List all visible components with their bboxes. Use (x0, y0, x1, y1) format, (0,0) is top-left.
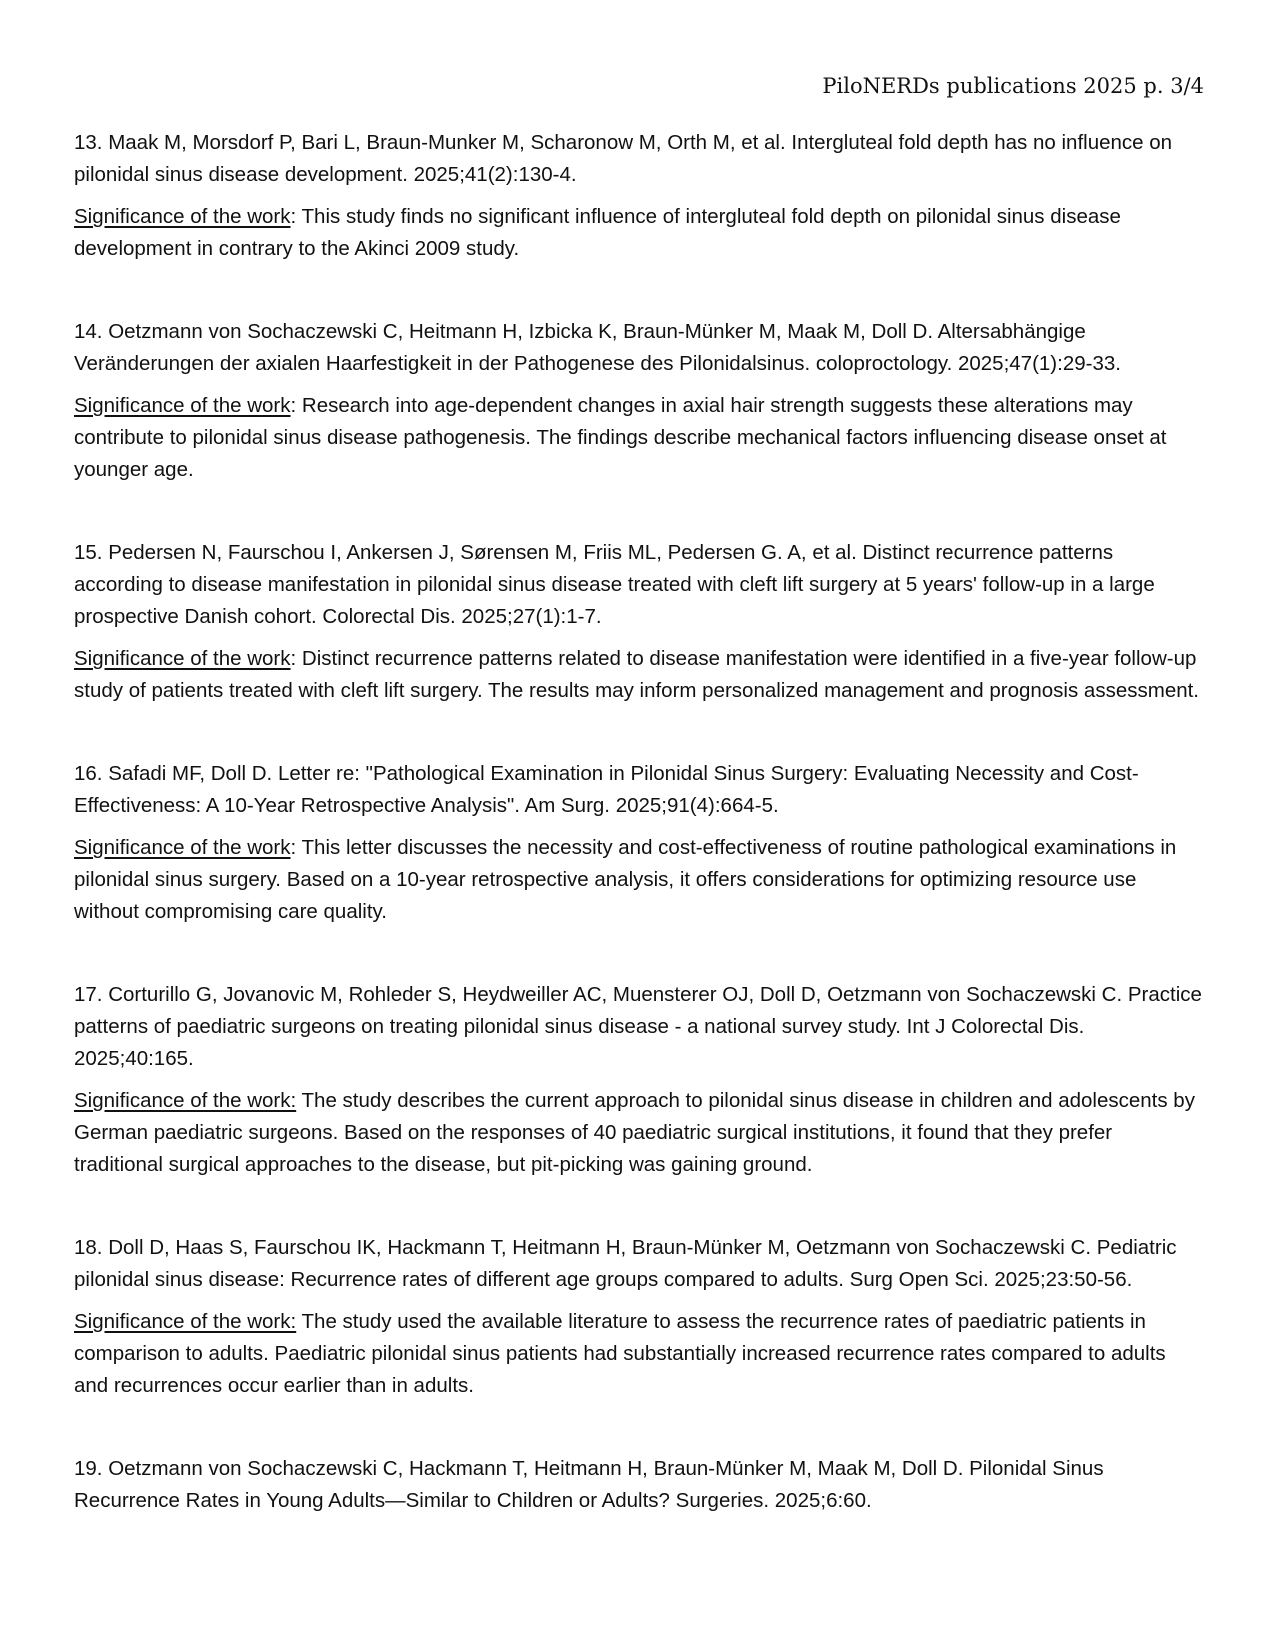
publication-entry-13 (74, 127, 1204, 265)
significance-text: : This study finds no significant influence of intergluteal fold depth on pilonidal sinus disease development in contrary to the Akinci 2009 study. (74, 205, 1121, 260)
significance-label: Significance of the work (74, 836, 291, 859)
citation: 16. Safadi MF, Doll D. Letter re: "Pathological Examination in Pilonidal Sinus Surgery: Evaluating Necessity and Cost-Effectiveness: A 10-Year Retrospective Analysis". Am Surg. 2025;91(4):664-5. (74, 762, 1139, 817)
citation: 19. Oetzmann von Sochaczewski C, Hackmann T, Heitmann H, Braun-Münker M, Maak M, Doll D. Pilonidal Sinus Recurrence Rates in Young Adults—Similar to Children or Adults? Surgeries. 2025;6:60. (74, 1457, 1104, 1512)
citation: 14. Oetzmann von Sochaczewski C, Heitmann H, Izbicka K, Braun-Münker M, Maak M, Doll D. Altersabhängige Veränderungen der axialen Haarfestigkeit in der Pathogenese des Pilonidalsinus. coloproctology. 2025;47(1):29-33. (74, 320, 1121, 375)
significance-paragraph (74, 1306, 1204, 1402)
significance-text: : Research into age-dependent changes in axial hair strength suggests these alterations may contribute to pilonidal sinus disease pathogenesis. The findings describe mechanical factors influencing disease onset at younger age. (74, 394, 1167, 481)
publication-entry-15 (74, 537, 1204, 707)
significance-text: : This letter discusses the necessity and cost-effectiveness of routine pathological examinations in pilonidal sinus surgery. Based on a 10-year retrospective analysis, it offers considerations for optimizing resource use without compromising care quality. (74, 836, 1177, 923)
publication-entry-16 (74, 758, 1204, 928)
significance-label: Significance of the work (74, 205, 291, 228)
publication-entry-14 (74, 316, 1204, 486)
publication-entry-17 (74, 979, 1204, 1181)
significance-text: : Distinct recurrence patterns related to disease manifestation were identified in a five-year follow-up study of patients treated with cleft lift surgery. The results may inform personalized management and prognosis assessment. (74, 647, 1200, 702)
significance-label: Significance of the work: (74, 1089, 297, 1112)
publication-entry-18 (74, 1232, 1204, 1402)
significance-paragraph (74, 643, 1204, 707)
significance-paragraph (74, 832, 1204, 928)
significance-paragraph (74, 1085, 1204, 1181)
significance-label: Significance of the work (74, 394, 291, 417)
significance-paragraph (74, 201, 1204, 265)
significance-text: The study used the available literature to assess the recurrence rates of paediatric patients in comparison to adults. Paediatric pilonidal sinus patients had substantially increased recurrence rates compared to adults and recurrences occur earlier than in adults. (74, 1310, 1166, 1397)
publication-entry-19 (74, 1453, 1204, 1517)
significance-paragraph (74, 390, 1204, 486)
significance-label: Significance of the work: (74, 1310, 297, 1333)
citation: 17. Corturillo G, Jovanovic M, Rohleder S, Heydweiller AC, Muensterer OJ, Doll D, Oetzmann von Sochaczewski C. Practice patterns of paediatric surgeons on treating pilonidal sinus disease - a national survey study. Int J Colorectal Dis. 2025;40:165. (74, 983, 1202, 1070)
publication-list (74, 127, 1204, 1568)
citation: 18. Doll D, Haas S, Faurschou IK, Hackmann T, Heitmann H, Braun-Münker M, Oetzmann von Sochaczewski C. Pediatric pilonidal sinus disease: Recurrence rates of different age groups compared to adults. Surg Open Sci. 2025;23:50-56. (74, 1236, 1177, 1291)
citation: 15. Pedersen N, Faurschou I, Ankersen J, Sørensen M, Friis ML, Pedersen G. A, et al. Distinct recurrence patterns according to disease manifestation in pilonidal sinus disease treated with cleft lift surgery at 5 years' follow-up in a large prospective Danish cohort. Colorectal Dis. 2025;27(1):1-7. (74, 541, 1155, 628)
running-header: PiloNERDs publications 2025 p. 3/4 (822, 74, 1204, 98)
citation: 13. Maak M, Morsdorf P, Bari L, Braun-Munker M, Scharonow M, Orth M, et al. Intergluteal fold depth has no influence on pilonidal sinus disease development. 2025;41(2):130-4. (74, 131, 1173, 186)
significance-label: Significance of the work (74, 647, 291, 670)
significance-text: The study describes the current approach to pilonidal sinus disease in children and adolescents by German paediatric surgeons. Based on the responses of 40 paediatric surgical institutions, it found that they prefer traditional surgical approaches to the disease, but pit-picking was gaining ground. (74, 1089, 1195, 1176)
